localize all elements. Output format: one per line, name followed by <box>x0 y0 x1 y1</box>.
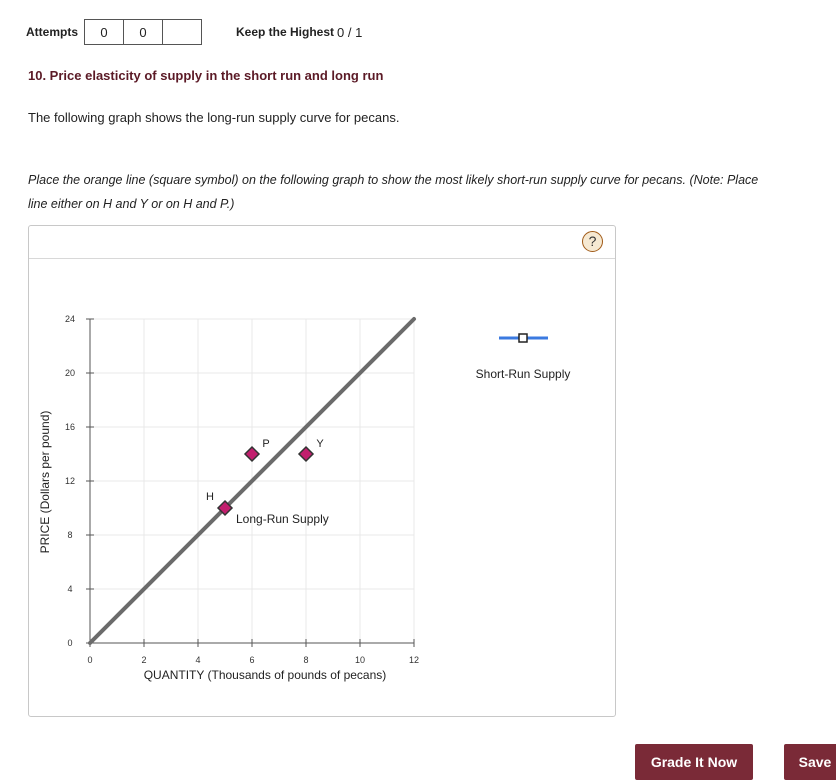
y-tick-label: 12 <box>64 476 76 486</box>
attempts-label: Attempts <box>26 25 79 39</box>
point-label-p: P <box>262 438 270 450</box>
keep-highest-label: Keep the Highest <box>236 25 335 39</box>
graph-panel <box>28 225 616 717</box>
palette-short-run-label: Short-Run Supply <box>475 367 571 381</box>
x-tick-label: 10 <box>354 655 366 665</box>
point-label-h: H <box>206 491 214 503</box>
supply-graph[interactable] <box>29 226 615 716</box>
long-run-supply-label: Long-Run Supply <box>236 512 329 526</box>
x-tick-label: 0 <box>87 655 93 665</box>
x-tick-label: 4 <box>195 655 201 665</box>
grade-it-now-button[interactable]: Grade It Now <box>635 744 753 780</box>
question-instruction <box>28 168 836 216</box>
y-tick-label: 20 <box>64 368 76 378</box>
x-tick-label: 2 <box>141 655 147 665</box>
y-tick-label: 8 <box>67 530 73 540</box>
x-axis-label: QUANTITY (Thousands of pounds of pecans) <box>143 668 387 682</box>
attempt-box-3 <box>163 19 202 45</box>
score: 0 / 1 <box>337 25 363 40</box>
point-label-y: Y <box>316 438 324 450</box>
y-tick-label: 0 <box>67 638 73 648</box>
x-tick-label: 6 <box>249 655 255 665</box>
instruction-line-2: line either on H and Y or on H and P.) <box>28 197 235 211</box>
y-axis-label: PRICE (Dollars per pound) <box>38 410 52 554</box>
save-button[interactable]: Save <box>784 744 836 780</box>
attempt-box-1: 0 <box>84 19 124 45</box>
y-tick-label: 16 <box>64 422 76 432</box>
instruction-line-1: Place the orange line (square symbol) on the following graph to show the most likely short-run supply curve for pecans. (Note: Place <box>28 173 759 187</box>
x-tick-label: 8 <box>303 655 309 665</box>
question-description: The following graph shows the long-run supply curve for pecans. <box>28 110 400 125</box>
x-tick-label: 12 <box>408 655 420 665</box>
attempt-box-2: 0 <box>124 19 163 45</box>
point-y[interactable] <box>299 447 313 461</box>
y-tick-label: 4 <box>67 584 73 594</box>
help-icon[interactable]: ? <box>582 231 603 252</box>
point-p[interactable] <box>245 447 259 461</box>
y-tick-label: 24 <box>64 314 76 324</box>
question-title: 10. Price elasticity of supply in the short run and long run <box>28 68 384 83</box>
attempts-row <box>26 19 202 45</box>
palette-square-icon[interactable] <box>519 334 527 342</box>
